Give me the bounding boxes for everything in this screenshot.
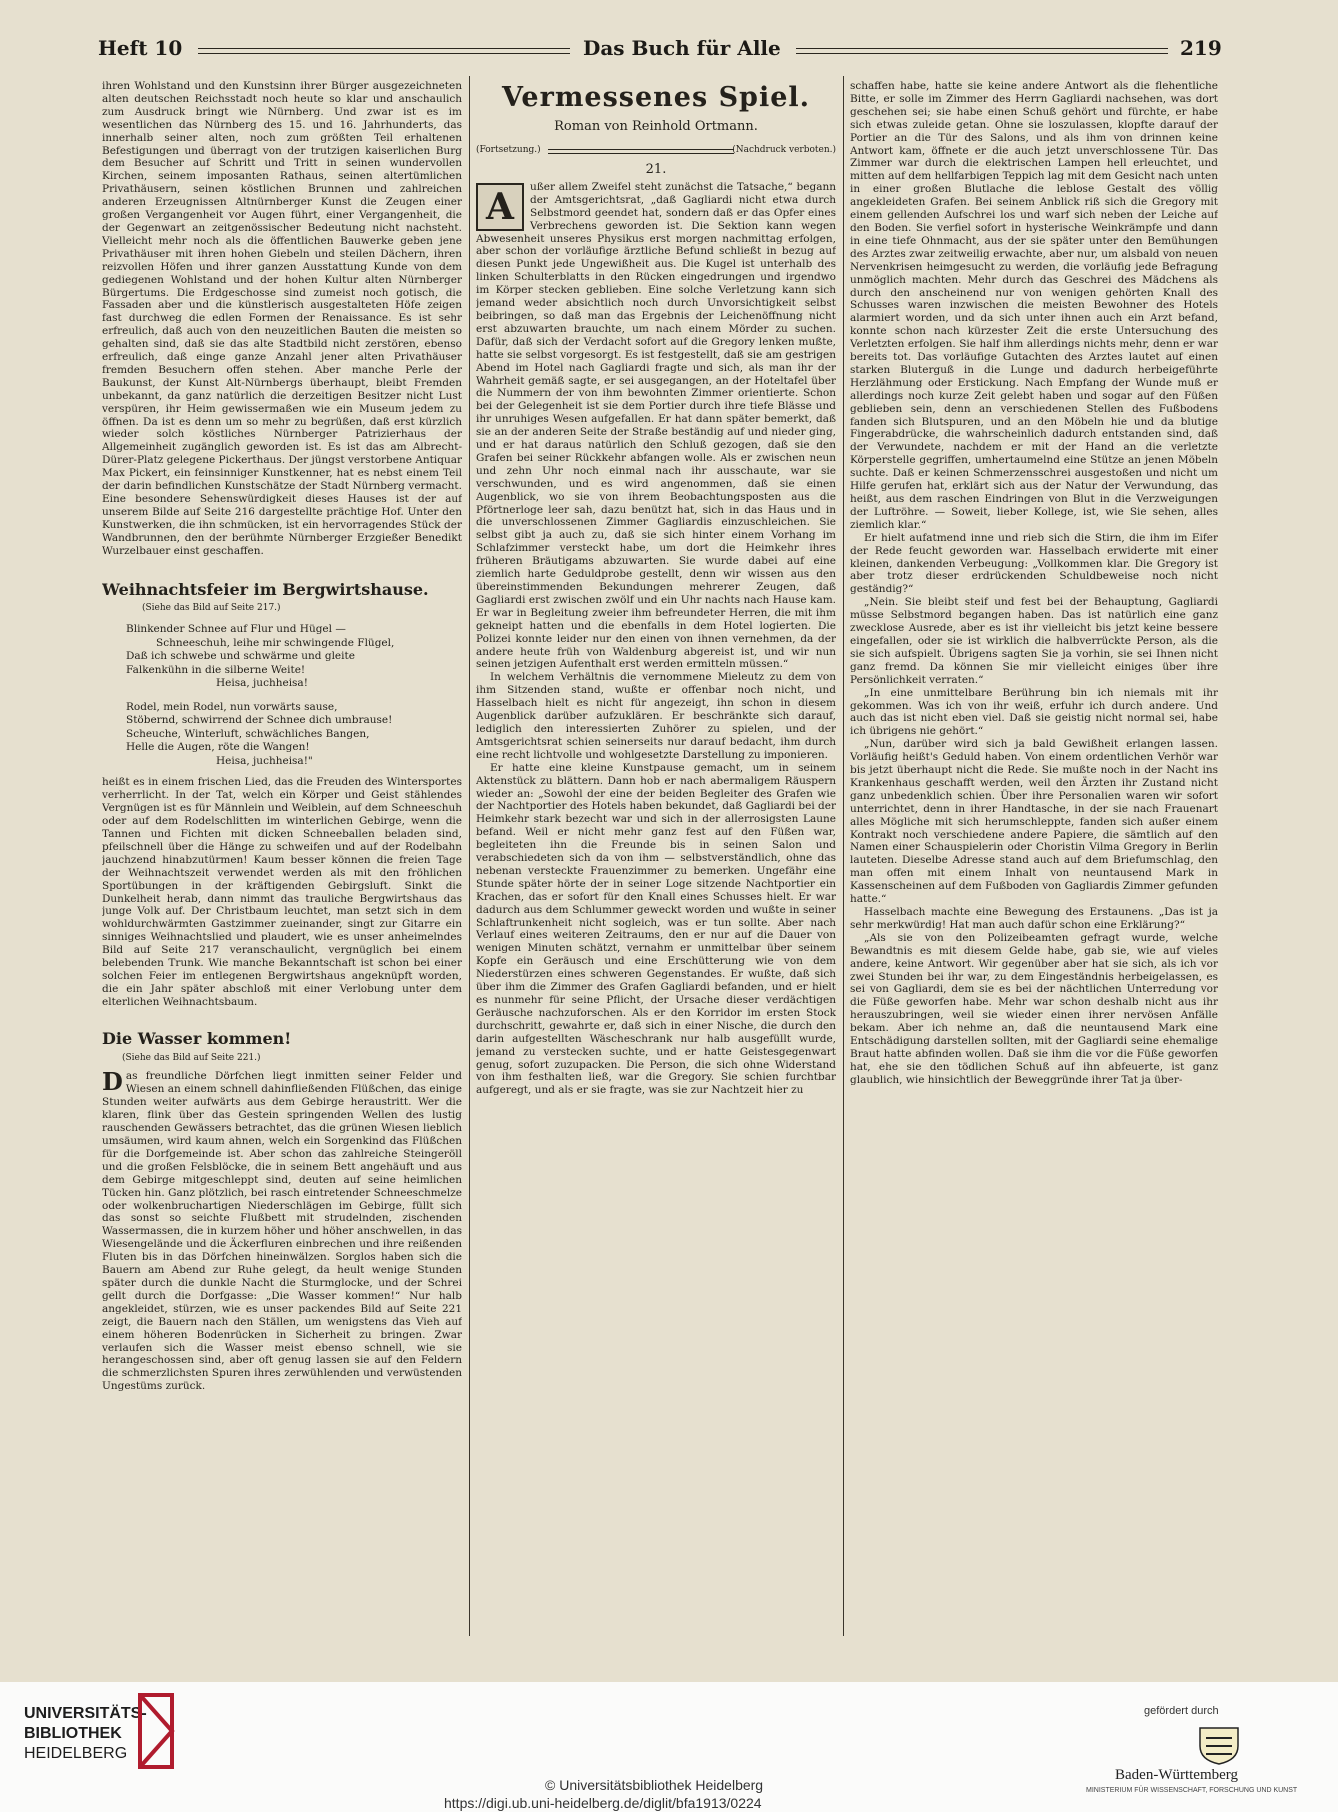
novel-paragraph-7: „In eine unmittelbare Berührung bin ich niemals mit ihr gekommen. Was ich von ihr weiß, erfuhr ich durch andere. Und auch das ist nicht eben viel. Daß sie geistig nicht normal sei, habe ich übrigens nie gehört.“ <box>850 686 1218 738</box>
novel-paragraph-10: „Als sie von den Polizeibeamten gefragt wurde, welche Bewandtnis es mit diesem Gelde habe, gab sie, wie auf vieles andere, keine Antwort. Wir gegenüber aber hat sie sich, als ich vor zwei Stunden bei ihr war, zu dem Eingeständnis herbeigelassen, es sei von Gagliardi, dem sie es bei der nächtlichen Unterredung vor die Füße geworfen habe. Mehr war schon deshalb nicht aus ihr herauszubringen, weil sie wieder einen ihrer nervösen Anfälle bekam. Aber ich nehme an, daß die neuntausend Mark eine Entschädigung darstellen sollten, mit der Gagliardi seine ehemalige Braut hatte abfinden wollen. Daß sie ihm die vor die Füße geworfen hat, ehe sie den tödlichen Schuß auf ihn abfeuerte, ist ganz glaublich, wie hinsichtlich der Beweggründe ihrer Tat ja über- <box>850 931 1218 1086</box>
header-rule-left <box>198 48 570 54</box>
header-rule-right <box>796 48 1168 54</box>
reprint-note: (Nachdruck verboten.) <box>732 145 836 155</box>
sponsor-name: Baden-Württemberg <box>1115 1767 1239 1783</box>
library-logo-text <box>24 1704 147 1764</box>
library-logo-icon <box>136 1693 180 1771</box>
novel-paragraph-2: In welchem Verhältnis die vernommene Mieleutz zu dem von ihm Sitzenden stand, wußte er offenbar noch nicht, und Hasselbach hielt es nicht für angezeigt, ihn schon in diesem Augenblick darüber aufzuklären. Er beschränkte sich darauf, lediglich den interessierten Zuhörer zu spielen, und der Amtsgerichtsrat schien seinerseits nur darauf bedacht, ihm durch eine recht lichtvolle und wohlgesetzte Darstellung zu imponieren. <box>476 671 836 761</box>
poem-line: Heisa, juchheisa! <box>216 677 308 690</box>
copyright-text: © Universitätsbibliothek Heidelberg <box>545 1777 764 1793</box>
chapter-number: 21. <box>645 162 667 177</box>
continuation-note: (Fortsetzung.) <box>476 145 541 155</box>
poem-line: Falkenkühn in die silberne Weite! <box>126 663 306 676</box>
poem-stanza-1 <box>126 623 462 691</box>
nuernberg-article-text: ihren Wohlstand und den Kunstsinn ihrer Bürger ausgezeichneten alten deutschen Reichsstadt noch heute so klar und anschaulich zum Ausdruck bringt wie Nürnberg. Und zwar ist es im wesentlichen das Nürnberg des 15. und 16. Jahrhunderts, das innerhalb seiner alten, noch zum größten Teil erhaltenen Befestigungen und überragt von der trutzigen kaiserlichen Burg dem Besucher auf Schritt und Tritt in seinen wundervollen Kirchen, seinem imposanten Rathaus, seinen altertümlichen Privathäusern, seinen köstlichen Brunnen und zahlreichen anderen Erzeugnissen Altnürnberger Kunst die Zeugen einer großen Vergangenheit vor Augen führt, einer Vergangenheit, die der Gegenwart an zeitgenössischer Bedeutung nicht nachsteht. Vielleicht mehr noch als die öffentlichen Bauwerke geben jene Privathäuser mit ihren hohen Giebeln und steilen Dächern, ihren reizvollen Höfen und ihrer ganzen Ausstattung Kunde von dem gediegenen Wohlstand und der hohen Kultur alten Nürnberger Bürgertums. Die Erdgeschosse sind zumeist noch gotisch, die Fassaden aber und die künstlerisch ausgestalteten Höfe zeigen fast durchweg die edlen Formen der Renaissance. Es ist sehr erfreulich, daß auch von den neuzeitlichen Bauten die meisten so gehalten sind, daß sie das alte Stadtbild nicht zerstören, ebenso erfreulich, daß einge ganze Anzahl jener alten Privathäuser fremden Besuchern offen stehen. Aber manche Perle der Baukunst, der Kunst Alt-Nürnbergs überhaupt, bleibt Fremden unbekannt, da ganz natürlich die derzeitigen Besitzer nicht Lust verspüren, ihr Heim gewissermaßen wie ein Museum jedem zu öffnen. Da ist es denn um so mehr zu begrüßen, daß erst kürzlich wieder solch köstliches Nürnberger Patrizierhaus der Allgemeinheit zugänglich geworden ist. Es ist das am Albrecht-Dürer-Platz gelegene Pickerthaus. Der jüngst verstorbene Antiquar Max Pickert, ein feinsinniger Kunstkenner, hat es nebst einem Teil der darin befindlichen Kunstschätze der Stadt Nürnberg vermacht. Eine besondere Sehenswürdigkeit dieses Hauses ist der auf unserem Bilde auf Seite 216 dargestellte prächtige Hof. Unter den Kunstwerken, die ihn schmücken, ist ein hervorragendes Stück der Wandbrunnen, den der berühmte Nürnberger Erzgießer Benedikt Wurzelbauer einst geschaffen. <box>102 80 462 557</box>
page-number: 219 <box>1180 36 1222 60</box>
poem-line: Blinkender Schnee auf Flur und Hügel — <box>126 623 346 636</box>
notes-rule <box>548 149 734 154</box>
poem-line: Stöbernd, schwirrend der Schnee dich umbrause! <box>126 714 393 727</box>
logo-line: UNIVERSITÄTS- <box>24 1705 147 1722</box>
novel-title: Vermessenes Spiel. <box>501 82 811 113</box>
page-header <box>98 36 1222 72</box>
column-divider-2 <box>843 76 844 1636</box>
poem-line: Schneeschuh, leihe mir schwingende Flügel, <box>156 636 395 649</box>
poem-line: Helle die Augen, röte die Wangen! <box>126 741 310 754</box>
logo-line: HEIDELBERG <box>24 1745 128 1762</box>
permalink[interactable]: https://digi.ub.uni-heidelberg.de/diglit/bfa1913/0224 <box>444 1795 762 1811</box>
poem-stanza-2 <box>126 701 462 769</box>
logo-line: BIBLIOTHEK <box>24 1725 122 1742</box>
novel-paragraph-4: schaffen habe, hatte sie keine andere Antwort als die flehentliche Bitte, er solle im Zimmer des Herrn Gagliardi nachsehen, was dort geschehen sei; sie habe einen Schuß gehört und fürchte, er habe sich etwas zuleide getan. Ohne sie loszulassen, klopfte darauf der Portier an die Tür des Salons, und als ihm von drinnen keine Antwort kam, öffnete er die auch jetzt unverschlossene Tür. Das Zimmer war durch die elektrischen Lampen hell erleuchtet, und mitten auf dem hellfarbigen Teppich lag mit dem Gesicht nach unten in einer großen Blutlache die leblose Gestalt des völlig angekleideten Grafen. Bei seinem Anblick riß sich die Gregory mit einem gellenden Aufschrei los und warf sich neben der Leiche auf den Boden. Sie verfiel sofort in hysterische Weinkrämpfe und dann in eine tiefe Ohnmacht, aus der sie später unter den Bemühungen des Arztes zwar zeitweilig erwachte, aber nur, um alsbald von neuen Nervenkrisen heimgesucht zu werden, die vorläufig jede Befragung unmöglich machten. Mehr durch das Geschrei des Mädchens als durch den anscheinend nur von wenigen gehörten Knall des Schusses waren inzwischen die meisten Bewohner des Hotels alarmiert worden, und da sich unter ihnen auch ein Arzt befand, konnte schon nach kürzester Zeit die erste Untersuchung des Verletzten erfolgen. Sie half ihm allerdings nichts mehr, denn er war bereits tot. Das vorläufige Gutachten des Arztes lautet auf einen starken Bluterguß in die Lunge und dadurch herbeigeführte Herzlähmung oder Erstickung. Nach Empfang der Wunde muß er allerdings noch kurze Zeit gelebt haben und sogar auf den Füßen geblieben sein, denn an verschiedenen Stellen des Fußbodens fanden sich Blutspuren, und an den Möbeln hie und da blutige Fingerabdrücke, die wahrscheinlich dadurch entstanden sind, daß der Verwundete, nachdem er mit der Hand an die verletzte Körperstelle gegriffen, umhertaumelnd eine Stütze an jenen Möbeln suchte. Daß er keinen Schmerzensschrei ausgestoßen und nicht um Hilfe gerufen hat, erklärt sich aus der Natur der Verwundung, das heißt, aus dem raschen Eindringen von Blut in die Verzweigungen der Luftröhre. — Soweit, lieber Kollege, ist, wie Sie sehen, alles ziemlich klar.“ <box>850 80 1218 531</box>
sponsor-subtitle: MINISTERIUM FÜR WISSENSCHAFT, FORSCHUNG UND KUNST <box>1086 1787 1298 1794</box>
initial-letter: D <box>102 1067 123 1097</box>
poem-line: Scheuche, Winterluft, schwächliches Bangen, <box>126 727 370 740</box>
poem-line: Rodel, mein Rodel, nun vorwärts sause, <box>126 700 338 713</box>
section-note-weihnachtsfeier: (Siehe das Bild auf Seite 217.) <box>142 603 281 614</box>
novel-byline: Roman von Reinhold Ortmann. <box>554 119 758 134</box>
novel-paragraph-3: Er hatte eine kleine Kunstpause gemacht, um in seinem Aktenstück zu blättern. Dann hob er nach abermaligem Räuspern wieder an: „Sowohl der eine der beiden Begleiter des Grafen wie der Nachtportier des Hotels haben bekundet, daß Gagliardi bei der Heimkehr stark bezecht war und sich in der allerrosigsten Laune befand. Weil er nicht mehr ganz fest auf den Füßen war, begleiteten ihn die Freunde bis in seinen Salon und verabschiedeten sich da von ihm — selbstverständlich, ohne das nebenan versteckte Frauenzimmer zu bemerken. Ungefähr eine Stunde später hörte der in seiner Loge sitzende Nachtportier ein Krachen, das er sofort für den Knall eines Schusses hielt. Er war dadurch aus dem Schlummer geweckt worden und wußte in seiner Schlaftrunkenheit nicht sogleich, was er tun sollte. Aber nach Verlauf eines weiteren Zeitraums, den er nur auf die Dauer von wenigen Minuten schätzt, vernahm er unmittelbar über seinem Kopfe ein Geräusch und eine Erschütterung wie von dem Niederstürzen eines schweren Gegenstandes. Er wußte, daß sich über ihm die Zimmer des Grafen Gagliardi befanden, und er hielt es nunmehr für seine Pflicht, der Ursache dieser verdächtigen Geräusche nachzuforschen. Als er den Korridor im ersten Stock durchschritt, gewahrte er, daß sich in einer Nische, die durch den darin aufgestellten Wäscheschrank nur halb ausgefüllt wurde, jemand zu verstecken suchte, und er hatte Geistesgegenwart genug, sofort zuzupacken. Die Person, die sich ohne Widerstand von ihm festhalten ließ, war die Gregory. Sie schien furchtbar aufgeregt, und als er sie fragte, was sie zur Nachtzeit hier zu <box>476 761 836 1097</box>
novel-paragraph-5: Er hielt aufatmend inne und rieb sich die Stirn, die ihm im Eifer der Rede feucht geworden war. Hasselbach erwiderte mit einer kleinen, dankenden Verbeugung: „Vollkommen klar. Die Gregory ist aber trotz dieser erdrückenden Schuldbeweise noch nicht geständig?“ <box>850 531 1218 596</box>
novel-paragraph-8: „Nun, darüber wird sich ja bald Gewißheit erlangen lassen. Vorläufig heißt's Geduld haben. Von einem ordentlichen Verhör war bis jetzt überhaupt nicht die Rede. Sie mußte noch in der Nacht ins Krankenhaus geschafft werden, weil den Ärzten ihr Zustand nicht ganz unbedenklich schien. Über ihre Personalien waren wir sofort unterrichtet, denn in ihrer Handtasche, in der sie nach Frauenart alles Mögliche mit sich herumschleppte, fanden sich außer einem Kontrakt noch verschiedene andere Papiere, die sämtlich auf den Namen einer Schauspielerin oder Choristin Vilma Gregory in Berlin lauteten. Dieselbe Adresse stand auch auf dem Briefumschlag, den man offen mit einem Inhalt von neuntausend Mark in Kassenscheinen auf dem Fußboden von Gagliardis Zimmer gefunden hatte.“ <box>850 738 1218 906</box>
column-2 <box>476 80 836 1636</box>
weihnachtsfeier-text: heißt es in einem frischen Lied, das die Freuden des Wintersportes verherrlicht. In der Tat, welch ein Körper und Geist stählendes Vergnügen ist es für Männlein und Weiblein, auf dem Schneeschuh oder auf dem Rodelschlitten im winterlichen Gebirge, wenn die Tannen und Fichten mit dicken Schneeballen beladen sind, pfeilschnell über die Hänge zu schweifen und auf der Rodelbahn jauchzend hinabzutürmen! Kaum besser können die freien Tage der Weihnachtszeit verwendet werden als mit den fröhlichen Sportübungen in der kräftigenden Gebirgsluft. Sinkt die Dunkelheit herab, dann nimmt das trauliche Bergwirtshaus das junge Volk auf. Der Christbaum leuchtet, man setzt sich in dem wohldurchwärmten Gastzimmer zueinander, singt zur Gitarre ein sinniges Weihnachtslied und plaudert, wie es unser anheimelndes Bild auf Seite 217 veranschaulicht, vergnüglich bei einem belebenden Trunk. Wie manche Bekanntschaft ist schon bei einer solchen Feier im entlegenen Bergwirtshaus angeknüpft worden, die ein Jahr später abschloß mit einer Verlobung unter dem elterlichen Weihnachtsbaum. <box>102 776 462 1008</box>
state-coat-of-arms-icon <box>1194 1722 1244 1766</box>
column-divider-1 <box>469 76 470 1636</box>
issue-label: Heft 10 <box>98 36 183 60</box>
initial-letter: A <box>476 183 524 231</box>
poem-line: Daß ich schwebe und schwärme und gleite <box>126 650 355 663</box>
column-3 <box>850 80 1218 1636</box>
section-title-wasser: Die Wasser kommen! <box>102 1028 292 1048</box>
poem-line: Heisa, juchheisa!" <box>216 754 313 767</box>
section-title-weihnachtsfeier: Weihnachtsfeier im Bergwirtshause. <box>102 579 429 599</box>
journal-title: Das Buch für Alle <box>583 36 781 60</box>
section-note-wasser: (Siehe das Bild auf Seite 221.) <box>122 1052 261 1063</box>
sponsor-label: gefördert durch <box>1144 1705 1219 1717</box>
wasser-text: as freundliche Dörfchen liegt inmitten seiner Felder und Wiesen an einem schnell dahinfließenden Flüßchen, das einige Stunden weiter aufwärts aus dem Gebirge heraustritt. Wer die klaren, flink über das Gestein springenden Wellen des lustig rauschenden Gewässers betrachtet, das die grünen Wiesen lieblich umsäumen, wird kaum ahnen, welch ein Sorgenkind das Flüßchen für die Dorfgemeinde ist. Aber schon das zahlreiche Steingeröll und die großen Felsblöcke, die in seinem Bett angehäuft und aus dem Gebirge mitgeschleppt sind, deuten auf seine heimlichen Tücken hin. Ganz plötzlich, bei rasch eintretender Schneeschmelze oder wolkenbruchartigen Niederschlägen im Gebirge, füllt sich das sonst so seichte Flußbett mit strudelnden, zischenden Wassermassen, die in kurzem höher und höher anschwellen, in das Wiesengelände und die Äckerfluren einbrechen und ihre reißenden Fluten bis in das Dörfchen hineinwälzen. Sorglos haben sich die Bauern am Abend zur Ruhe gelegt, da heult wenige Stunden später durch die dunkle Nacht die Sturmglocke, und der Schrei gellt durch die Dorfgasse: „Die Wasser kommen!“ Nur halb angekleidet, stürzen, wie es unser packendes Bild auf Seite 221 zeigt, die Bauern nach den Ställen, um wenigstens das Vieh auf einem höheren Bodenrücken in Sicherheit zu bringen. Zwar verlaufen sich die Wasser meist ebenso schnell, wie sie herangeschossen sind, aber oft genug lassen sie auf den Feldern die schmerzlichsten Spuren ihres zerwühlenden und verwüstenden Ungestüms zurück. <box>102 1070 462 1393</box>
novel-paragraph-6: „Nein. Sie bleibt steif und fest bei der Behauptung, Gagliardi müsse Selbstmord begangen haben. Das ist natürlich eine ganz zwecklose Ausrede, aber es ist ihr vielleicht bis jetzt keine bessere eingefallen, oder sie ist wirklich die halbverrückte Person, als die sie sich aufspielt. Übrigens sagten Sie ja vorhin, sie sei Ihnen nicht ganz fremd. Da können Sie mir vielleicht einiges über ihre Persönlichkeit verraten.“ <box>850 596 1218 686</box>
novel-paragraph-9: Hasselbach machte eine Bewegung des Erstaunens. „Das ist ja sehr merkwürdig! Hat man auch dafür schon eine Erklärung?“ <box>850 906 1218 931</box>
column-1 <box>102 80 462 1636</box>
novel-paragraph-1: ußer allem Zweifel steht zunächst die Tatsache,“ begann der Amtsgerichtsrat, „daß Gagliardi nicht etwa durch Selbstmord geendet hat, sondern daß er das Opfer eines Verbrechens geworden ist. Die Sektion kann wegen Abwesenheit unseres Physikus erst morgen nachmittag erfolgen, aber schon der vorläufige ärztliche Befund schließt in bezug auf diesen Punkt jede Ungewißheit aus. Die Kugel ist unterhalb des linken Schulterblatts in den Rücken eingedrungen und irgendwo im Körper stecken geblieben. Eine solche Verletzung kann sich jemand weder absichtlich noch durch Unvorsichtigkeit selbst beibringen, so daß man das Ergebnis der Leichenöffnung nicht erst abzuwarten brauchte, um nach einem Mörder zu suchen. Dafür, daß sich der Verdacht sofort auf die Gregory lenken mußte, hatte sie selbst vorgesorgt. Es ist festgestellt, daß sie am gestrigen Abend im Hotel nach Gagliardi fragte und sich, als man ihr der Wahrheit gemäß sagte, er sei ausgegangen, an der Hoteltafel über die Nummern der von ihm bewohnten Zimmer orientierte. Schon bei der Gelegenheit ist sie dem Portier durch ihre tiefe Blässe und ihr unruhiges Wesen aufgefallen. Er hat dann später bemerkt, daß sie an der anderen Seite der Straße beständig auf und nieder ging, und er hat daraus natürlich den Schluß gezogen, daß sie den Grafen bei seiner Rückkehr abfangen wolle. Als er zwischen neun und zehn Uhr noch einmal nach ihr ausschaute, war sie verschwunden, und es wird angenommen, daß sie einen Augenblick, wo sie von ihrem Beobachtungsposten aus die Pförtnerloge leer sah, dazu benützt hat, sich in das Haus und in die unverschlossenen Zimmer Gagliardis einzuschleichen. Sie selbst gibt ja auch zu, daß sie sich hinter einem Vorhang im Schlafzimmer versteckt habe, um dort die Heimkehr ihres früheren Bräutigams abzuwarten. Sie wurde dabei auf eine ziemlich harte Geduldprobe gestellt, denn wir wissen aus den übereinstimmenden Bekundungen mehrerer Zeugen, daß Gagliardi erst zwischen zwölf und ein Uhr nachts nach Hause kam. Er war in Begleitung zweier ihm befreundeter Herren, die mit ihm gekneipt hatten und die ebenfalls in dem Hotel logierten. Die Polizei konnte leider nur den einen von ihnen vernehmen, da der andere heute früh von Waldenburg abgereist ist, und wir nun seinen jetzigen Aufenthalt erst werden ermitteln müssen.“ <box>476 180 836 671</box>
novel-notes-row <box>476 142 836 160</box>
